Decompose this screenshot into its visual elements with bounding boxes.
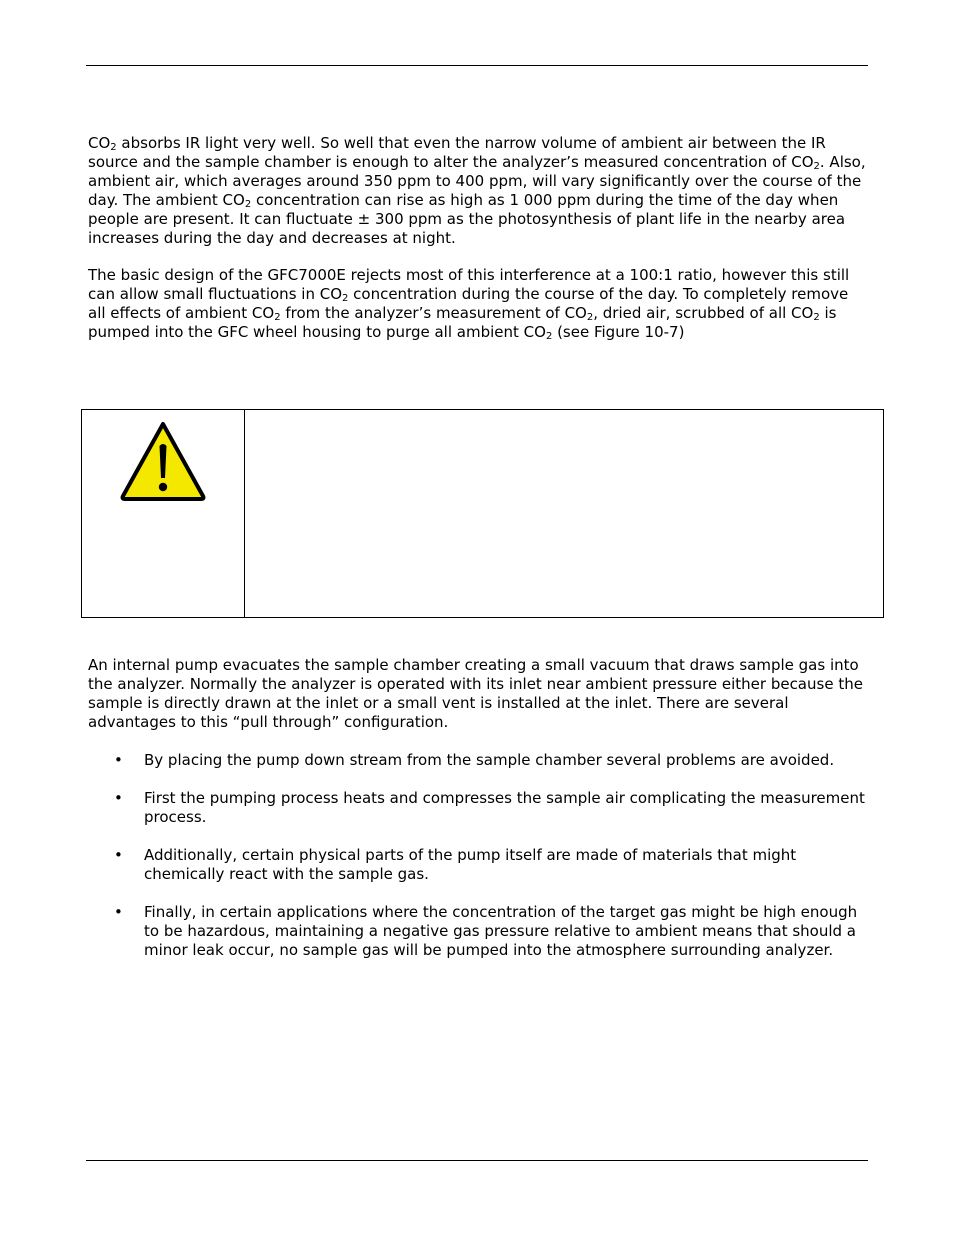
bullet-mark: • <box>114 751 123 769</box>
footer-rule <box>86 1160 868 1161</box>
p2-text-5: is pumped into the GFC wheel housing to purge all ambient CO <box>88 304 837 341</box>
p2-text-3: from the analyzer’s measurement of CO <box>280 304 587 322</box>
list-item-text: Finally, in certain applications where the concentration of the target gas might be high enough to be hazardous, maintaining a negative gas pressure relative to ambient means that should a minor leak occur, no sample gas will be pumped into the atmosphere surrounding analyzer. <box>144 903 858 959</box>
p2-sub-2: 2 <box>274 312 281 323</box>
p1-sub-3: 2 <box>244 199 252 210</box>
list-item-text: Additionally, certain physical parts of the pump itself are made of materials that might chemically react with the sample gas. <box>144 846 797 883</box>
internal-pump-paragraph: An internal pump evacuates the sample chamber creating a small vacuum that draws sample gas into the analyzer. Normally the analyzer is operated with its inlet near ambient pressure either because the sample is directly drawn at the inlet or a small vent is installed at the inlet. There are several advantages to this “pull through” configuration. <box>88 656 863 731</box>
list-item <box>88 903 870 960</box>
header-rule <box>86 65 868 66</box>
p1-sub-1: 2 <box>110 142 117 153</box>
p1-text-2: absorbs IR light very well. So well that even the narrow volume of ambient air between the IR source and the sample chamber is enough to alter the analyzer’s measured concentration of CO <box>88 134 826 171</box>
p1-text-4: concentration can rise as high as 1 000 ppm during the time of the day when people are present. It can fluctuate ± 300 ppm as the photosynthesis of plant life in the nearby area increases during the day and decreases at night. <box>88 191 846 247</box>
list-item-text: By placing the pump down stream from the sample chamber several problems are avoided. <box>144 751 835 769</box>
p2-text-2: concentration during the course of the day. To completely remove all effects of ambient CO <box>88 285 849 322</box>
p1-text-3: . Also, ambient air, which averages around 350 ppm to 400 ppm, will vary significantly over the course of the day. The ambient CO <box>88 153 866 209</box>
list-item <box>88 751 870 770</box>
p2-sub-4: 2 <box>813 312 820 323</box>
p2-sub-3: 2 <box>586 312 594 323</box>
list-item <box>88 846 870 884</box>
advantages-list <box>88 751 870 979</box>
warning-text-cell-divider <box>244 410 245 617</box>
p1-sub-2: 2 <box>813 161 820 172</box>
co2-interference-paragraph <box>88 134 868 248</box>
p2-text-6: (see Figure 10-7) <box>552 323 685 341</box>
p2-text-1: The basic design of the GFC7000E rejects most of this interference at a 100:1 ratio, however this still can allow small fluctuations in CO <box>88 266 850 303</box>
list-item-text: First the pumping process heats and compresses the sample air complicating the measurement process. <box>144 789 865 826</box>
bullet-mark: • <box>114 789 123 807</box>
design-rejection-paragraph <box>88 266 868 342</box>
p2-sub-5: 2 <box>545 331 553 342</box>
p1-text-1: CO <box>88 134 111 152</box>
p2-text-4: , dried air, scrubbed of all CO <box>593 304 814 322</box>
bullet-mark: • <box>114 903 123 921</box>
list-item <box>88 789 870 827</box>
p2-sub-1: 2 <box>342 293 349 304</box>
warning-box <box>81 409 884 618</box>
warning-triangle-icon <box>118 418 208 502</box>
bullet-mark: • <box>114 846 123 864</box>
